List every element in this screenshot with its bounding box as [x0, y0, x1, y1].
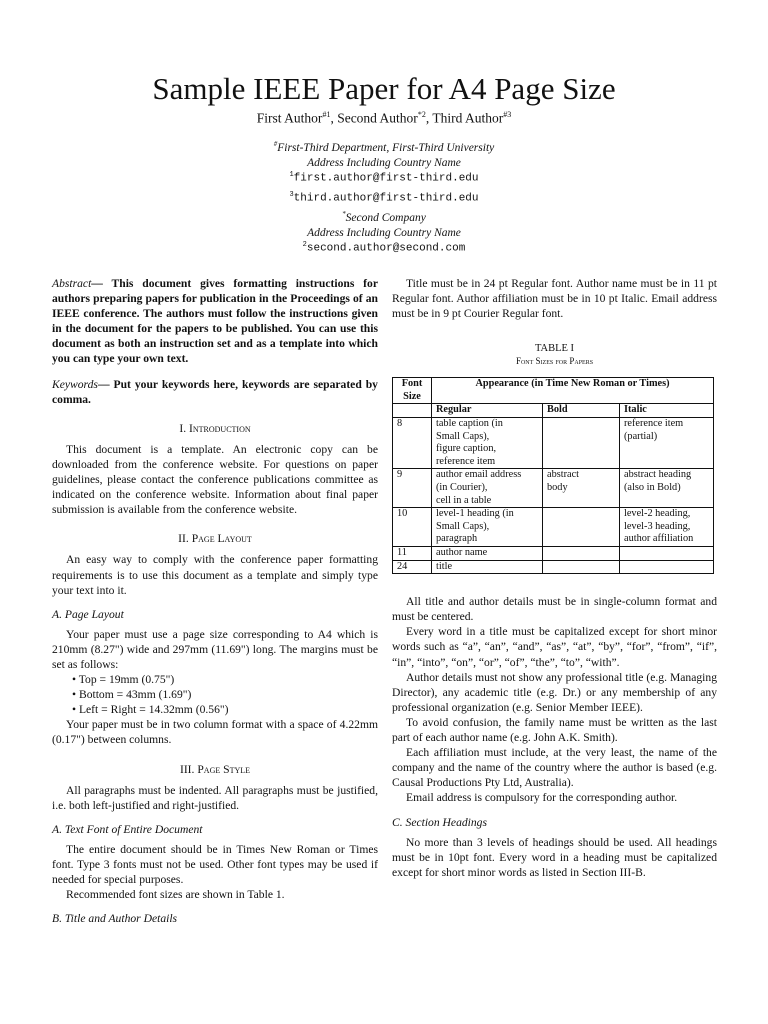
paragraph: Each affiliation must include, at the very least, the name of the company and the name of the country where the author is based (e.g. Causal Productions Pty Ltd, Australia).	[392, 746, 717, 790]
paragraph: Title must be in 24 pt Regular font. Author name must be in 11 pt Regular font. Author affiliation must be in 10 pt Italic. Email address must be in 9 pt Courier Regular font.	[392, 277, 717, 321]
paragraph: The entire document should be in Times New Roman or Times font. Type 3 fonts must not be used. Other font types may be used if needed for special purposes.	[52, 842, 378, 887]
table-cell-bold	[543, 418, 620, 469]
keywords-label: Keywords	[52, 377, 98, 391]
table-cell-italic	[620, 418, 714, 469]
cell-line: Small Caps),	[436, 430, 490, 442]
paragraph: No more than 3 levels of headings should be used. All headings must be in 10pt font. Every word in a heading must be capitalized except for short minor words as listed in Section III-B.	[392, 835, 717, 879]
table-cell-size: 24	[393, 560, 432, 574]
keywords-dash: —	[97, 377, 114, 391]
paragraph: Your paper must use a page size corresponding to A4 which is 210mm (8.27") wide and 297mm (11.69") long. The margins must be set as follows:	[52, 627, 378, 671]
table-cell-bold	[543, 547, 620, 561]
cell-line: (also in Bold)	[624, 482, 681, 494]
section-title: Introduction	[189, 421, 251, 435]
author-separator: ,	[330, 110, 338, 126]
cell-line: reference item	[436, 455, 496, 467]
author-3-sup: #3	[503, 110, 512, 119]
table-cell-regular	[432, 560, 543, 574]
email2-sup: 2	[302, 241, 307, 249]
table-cell-italic	[620, 469, 714, 508]
table-row	[393, 469, 714, 508]
abstract-text: This document gives formatting instructions for authors preparing papers for publication in the Proceedings of an IEEE conference. The authors must follow the instructions given in the document for the papers to be published. You can use this document as both an instruction set and as a template into which you can type your own text.	[52, 277, 378, 366]
table-caption: TABLE I	[534, 343, 575, 355]
section-title: Page Layout	[191, 532, 252, 546]
left-column	[52, 276, 378, 931]
cell-line: level-3 heading,	[624, 520, 691, 532]
table-cell-size: 11	[393, 547, 432, 561]
right-column	[392, 276, 717, 880]
bullet-item: • Top = 19mm (0.75")	[72, 673, 175, 687]
paper-title: Sample IEEE Paper for A4 Page Size	[152, 71, 616, 106]
email3-sup: 3	[289, 191, 294, 199]
affiliation-second-line1: Second Company	[345, 211, 426, 224]
affiliation-second-line2: Address Including Country Name	[307, 226, 461, 239]
abstract-dash: —	[91, 277, 112, 290]
cell-line: table caption (in	[436, 418, 503, 430]
cell-line: Small Caps),	[436, 520, 490, 532]
email-first-author	[0, 171, 768, 185]
table-cell-bold	[543, 560, 620, 574]
keywords-text: Put your keywords here, keywords are separated by comma.	[52, 377, 378, 406]
cell-line: author email address	[436, 469, 522, 481]
table-cell-italic	[620, 508, 714, 547]
email3: third.author@first-third.edu	[293, 192, 479, 205]
cell-line: (partial)	[624, 430, 658, 442]
table-row	[393, 547, 714, 561]
subsection-heading: B. Title and Author Details	[52, 912, 178, 926]
cell-line: (in Courier),	[436, 482, 488, 494]
table-cell-size: 10	[393, 508, 432, 547]
paragraph: Email address is compulsory for the corresponding author.	[406, 791, 678, 805]
table-header-appearance: Appearance (in Time New Roman or Times)	[432, 378, 714, 404]
paragraph: This document is a template. An electronic copy can be downloaded from the conference website. For questions on paper guidelines, please contact the conference publications committee as indicated on the conference website. Information about final paper submission is available from the conference website.	[52, 442, 378, 517]
email1: first.author@first-third.edu	[293, 172, 479, 185]
table-row	[393, 418, 714, 469]
table-header-bold: Bold	[543, 404, 620, 418]
cell-line: level-2 heading,	[624, 508, 691, 520]
table-cell-italic	[620, 547, 714, 561]
author-1-sup: #1	[322, 110, 331, 119]
section-heading-page-style	[52, 762, 378, 777]
section-heading-page-layout	[52, 531, 378, 546]
cell-line: author name	[436, 547, 488, 558]
table-header-italic: Italic	[620, 404, 714, 418]
table-subcaption: Font Sizes for Papers	[515, 356, 594, 367]
subsection-heading: C. Section Headings	[392, 815, 487, 829]
table-header-empty	[393, 404, 432, 418]
table-cell-bold	[543, 469, 620, 508]
bullet-item: • Bottom = 43mm (1.69")	[72, 688, 192, 702]
affiliation-first-sup: #	[273, 140, 278, 148]
table-cell-regular	[432, 469, 543, 508]
table-row	[393, 560, 714, 574]
section-title: Page Style	[197, 762, 251, 776]
cell-line: paragraph	[436, 533, 478, 545]
table-cell-italic	[620, 560, 714, 574]
paragraph: An easy way to comply with the conference paper formatting requirements is to use this document as a template and simply type your text into it.	[52, 553, 378, 597]
table-cell-regular	[432, 418, 543, 469]
keywords	[52, 377, 378, 407]
table-header-regular: Regular	[432, 404, 543, 418]
subsection-heading: A. Text Font of Entire Document	[52, 822, 203, 836]
cell-line: abstract	[547, 469, 580, 481]
table-cell-bold	[543, 508, 620, 547]
author-2: Second Author	[337, 110, 418, 126]
paragraph: All title and author details must be in single-column format and must be centered.	[392, 595, 717, 624]
author-separator: ,	[425, 110, 433, 126]
cell-line: reference item	[624, 418, 684, 430]
table-cell-regular	[432, 547, 543, 561]
paragraph: To avoid confusion, the family name must be written as the last part of each author name (e.g. John A.K. Smith).	[392, 715, 717, 745]
cell-line: figure caption,	[436, 443, 497, 455]
table-header-font-size	[393, 378, 432, 404]
author-line	[0, 110, 768, 127]
affiliation-second-sup: *	[342, 210, 346, 218]
table-cell-size: 8	[393, 418, 432, 469]
author-1: First Author	[256, 110, 323, 126]
cell-line: author affiliation	[624, 533, 694, 545]
abstract-label: Abstract	[52, 277, 92, 290]
section-number: II.	[178, 532, 192, 546]
paragraph: Author details must not show any professional title (e.g. Managing Director), any academic title (e.g. Dr.) or any membership of any professional organization (e.g. Senior Member IEEE).	[392, 670, 717, 714]
cell-line: title	[436, 560, 453, 572]
paragraph: All paragraphs must be indented. All paragraphs must be justified, i.e. both left-justified and right-justified.	[52, 783, 378, 812]
section-number: III.	[179, 762, 198, 776]
cell-line: body	[547, 482, 568, 494]
affiliation-first	[0, 137, 768, 171]
paragraph: Recommended font sizes are shown in Table 1.	[66, 888, 285, 902]
section-number: I.	[179, 421, 190, 435]
table-row	[393, 508, 714, 547]
cell-line: cell in a table	[436, 494, 492, 506]
paragraph: Your paper must be in two column format with a space of 4.22mm (0.17") between columns.	[52, 718, 378, 747]
affiliation-first-line2: Address Including Country Name	[307, 156, 461, 169]
author-3: Third Author	[432, 110, 504, 126]
email2: second.author@second.com	[306, 242, 466, 255]
table-cell-size: 9	[393, 469, 432, 508]
table-header-size: Size	[403, 390, 421, 402]
table-cell-regular	[432, 508, 543, 547]
section-heading-introduction	[52, 421, 378, 436]
table-header-font: Font	[401, 378, 423, 390]
abstract	[52, 276, 378, 367]
author-2-sup: *2	[417, 110, 426, 119]
bullet-item: • Left = Right = 14.32mm (0.56")	[72, 703, 229, 717]
font-sizes-table	[392, 377, 714, 574]
cell-line: abstract heading	[624, 469, 692, 481]
subsection-heading: A. Page Layout	[52, 607, 124, 621]
email-second-author	[0, 241, 768, 255]
email-third-author	[0, 191, 768, 205]
cell-line: level-1 heading (in	[436, 508, 514, 520]
paragraph: Every word in a title must be capitalized except for short minor words such as “a”, “an”, “and”, “as”, “at”, “by”, “for”, “from”, “if”, “in”, “into”, “on”, “or”, “of”, “the”, “to”, “with”.	[392, 625, 717, 669]
email1-sup: 1	[289, 171, 294, 179]
affiliation-first-line1: First-Third Department, First-Third University	[277, 141, 495, 154]
affiliation-second	[0, 207, 768, 241]
